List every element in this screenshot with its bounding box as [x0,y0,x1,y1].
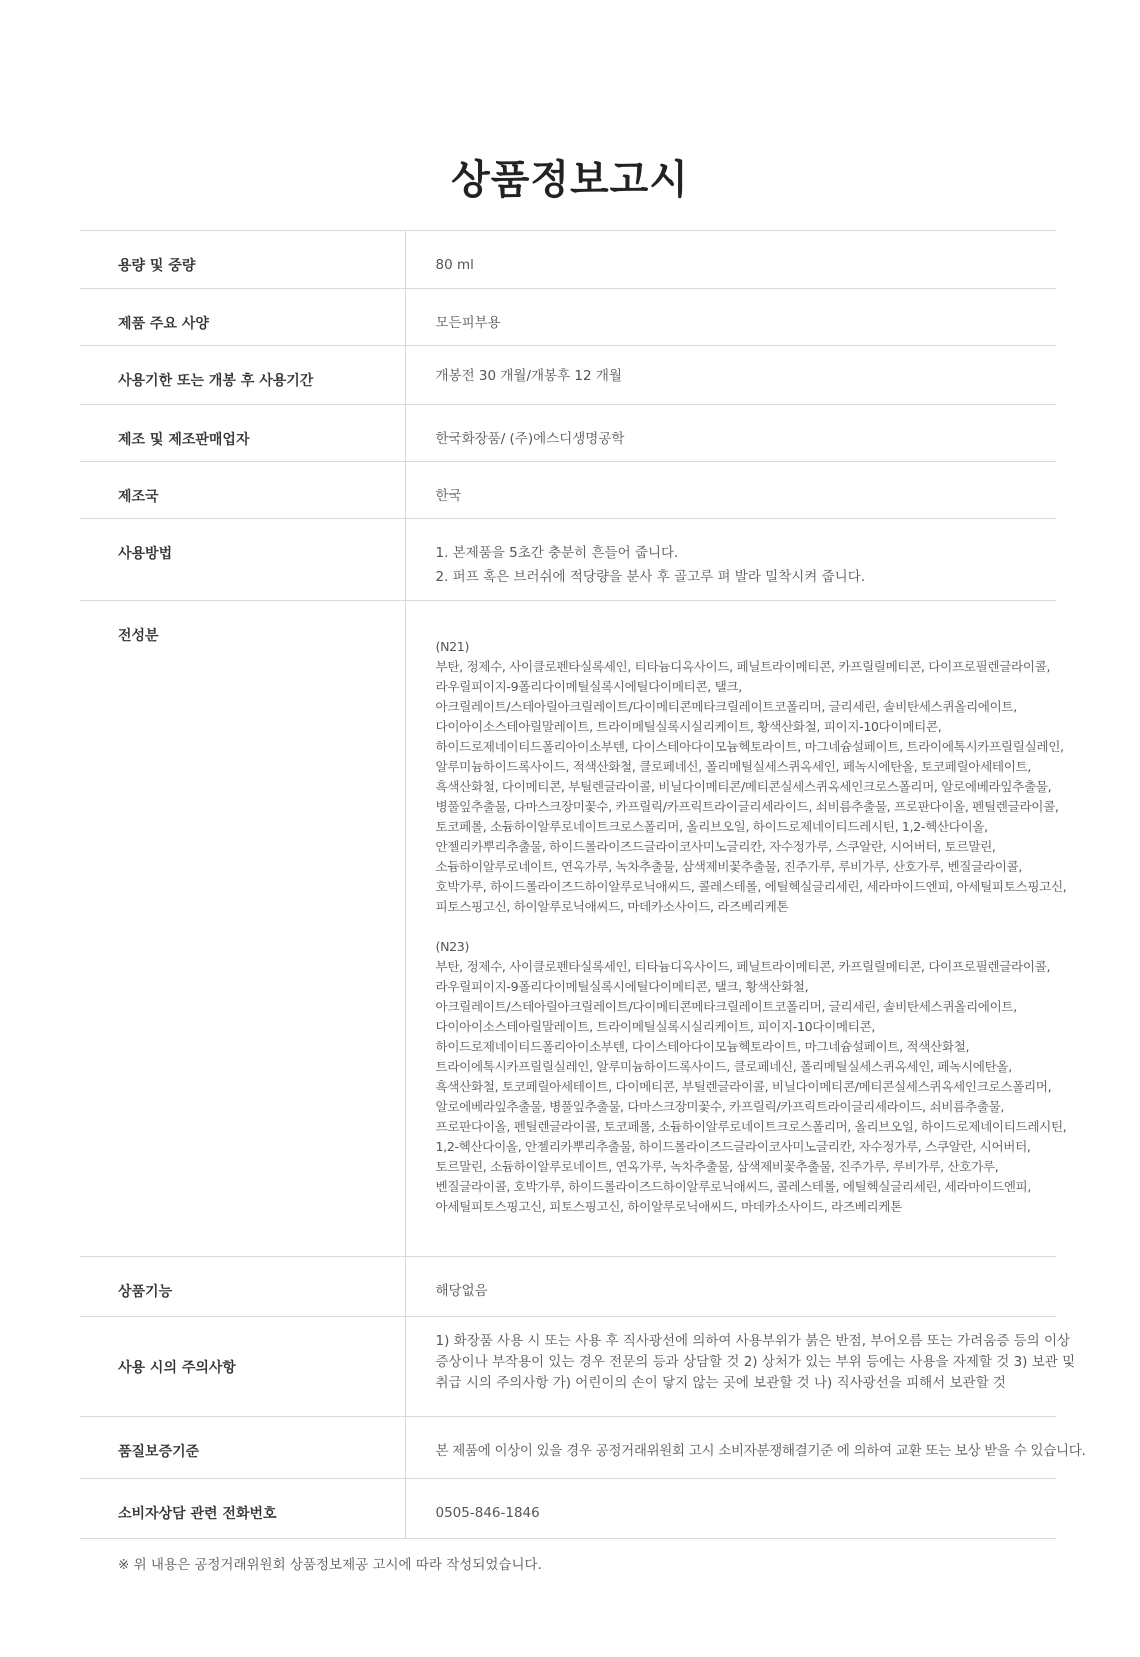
row-label: 상품기능 [80,1257,405,1317]
row-value: 본 제품에 이상이 있을 경우 공정거래위원회 고시 소비자분쟁해결기준 에 의하여 교환 또는 보상 받을 수 있습니다. [405,1417,1056,1479]
ingredient-line: 부탄, 정제수, 사이클로펜타실록세인, 티타늄디옥사이드, 페닐트라이메티콘, 카프릴릴메티콘, 다이프로필렌글라이콜, [435,959,1051,974]
caution-line: 취급 시의 주의사항 가) 어린이의 손이 닿지 않는 곳에 보관할 것 나) 직사광선을 피해서 보관할 것 [435,1375,1006,1391]
row-country [80,462,1056,519]
row-value: 개봉전 30 개월/개봉후 12 개월 [405,346,1056,405]
row-ingredients [80,601,1056,1257]
ingredient-line: 아세틸피토스핑고신, 피토스핑고신, 하이알루로닉애씨드, 마데카소사이드, 라즈베리케톤 [435,1199,902,1214]
ingredient-line: 소듐하이알루로네이트, 연옥가루, 녹차추출물, 삼색제비꽃추출물, 진주가루, 루비가루, 산호가루, 벤질글라이콜, [435,859,1022,874]
row-label: 소비자상담 관련 전화번호 [80,1479,405,1539]
ingredient-line: 하이드로제네이티드폴리아이소부텐, 다이스테아다이모늄헥토라이트, 마그네슘설페이트, 적색산화철, [435,1039,970,1054]
row-value [405,519,1056,601]
row-label: 전성분 [80,601,405,1257]
ingredient-line: 토코페롤, 소듐하이알루로네이트크로스폴리머, 올리브오일, 하이드로제네이티드레시틴, 1,2-헥산다이올, [435,819,988,834]
ingredients-value [405,601,1067,1257]
ingredient-line: 피토스핑고신, 하이알루로닉애씨드, 마데카소사이드, 라즈베리케톤 [435,899,789,914]
ingredient-line: 병풀잎추출물, 다마스크장미꽃수, 카프릴릭/카프릭트라이글리세라이드, 쇠비름추출물, 프로판다이올, 펜틸렌글라이콜, [435,799,1059,814]
row-expiry [80,346,1056,405]
row-label: 품질보증기준 [80,1417,405,1479]
ingredient-line: 부탄, 정제수, 사이클로펜타실록세인, 티타늄디옥사이드, 페닐트라이메티콘, 카프릴릴메티콘, 다이프로필렌글라이콜, [435,659,1051,674]
row-label: 용량 및 중량 [80,231,405,289]
row-value: 해당없음 [405,1257,1056,1317]
page-title: 상품정보고시 [451,157,689,203]
row-usage [80,519,1056,601]
ingredient-line: 토르말린, 소듐하이알루로네이트, 연옥가루, 녹차추출물, 삼색제비꽃추출물, 진주가루, 루비가루, 산호가루, [435,1159,999,1174]
ingredient-line: 알로에베라잎추출물, 병풀잎추출물, 다마스크장미꽃수, 카프릴릭/카프릭트라이글리세라이드, 쇠비름추출물, [435,1099,1004,1114]
ingredient-line: 알루미늄하이드록사이드, 적색산화철, 클로페네신, 폴리메틸실세스퀴옥세인, 페녹시에탄올, 토코페릴아세테이트, [435,759,1032,774]
row-value: 80 ml [405,231,1056,289]
ingredient-line: 다이아이소스테아릴말레이트, 트라이메틸실록시실리케이트, 피이지-10다이메티콘, [435,1019,876,1034]
ingredient-line: 아크릴레이트/스테아릴아크릴레이트/다이메티콘메타크릴레이트코폴리머, 글리세린, 솔비탄세스퀴올리에이트, [435,999,1017,1014]
row-value [405,1317,1076,1417]
ingredients-n21 [435,637,1067,917]
row-value: 한국 [405,462,1056,519]
ingredient-line: 아크릴레이트/스테아릴아크릴레이트/다이메티콘메타크릴레이트코폴리머, 글리세린, 솔비탄세스퀴올리에이트, [435,699,1017,714]
caution-line: 1) 화장품 사용 시 또는 사용 후 직사광선에 의하여 사용부위가 붉은 반점, 부어오름 또는 가려움증 등의 이상 [435,1333,1071,1349]
row-function [80,1257,1056,1317]
usage-line: 2. 퍼프 혹은 브러쉬에 적당량을 분사 후 골고루 펴 발라 밀착시켜 줍니다. [435,569,866,585]
product-info-table [80,230,1086,1539]
row-label: 사용 시의 주의사항 [80,1317,405,1417]
row-quality [80,1417,1056,1479]
ingredient-line: 흑색산화철, 토코페릴아세테이트, 다이메티콘, 부틸렌글라이콜, 비닐다이메티콘/메티콘실세스퀴옥세인크로스폴리머, [435,1079,1052,1094]
ingredient-line: 하이드로제네이티드폴리아이소부텐, 다이스테아다이모늄헥토라이트, 마그네슘설페이트, 트라이에톡시카프릴릴실레인, [435,739,1064,754]
ingredient-line: 프로판다이올, 펜틸렌글라이콜, 토코페롤, 소듐하이알루로네이트크로스폴리머, 올리브오일, 하이드로제네이티드레시틴, [435,1119,1067,1134]
row-contact [80,1479,1056,1539]
row-capacity [80,231,1056,289]
ingredient-line: 라우릴피이지-9폴리다이메틸실록시에틸다이메티콘, 탤크, 황색산화철, [435,979,809,994]
row-label: 제조국 [80,462,405,519]
row-manufacturer [80,405,1056,462]
usage-line: 1. 본제품을 5초간 충분히 흔들어 줍니다. [435,545,679,561]
row-value: 한국화장품/ (주)에스디생명공학 [405,405,1056,462]
ingredient-line: 다이아이소스테아릴말레이트, 트라이메틸실록시실리케이트, 황색산화철, 피이지-10다이메티콘, [435,719,942,734]
row-value: 0505-846-1846 [405,1479,1056,1539]
row-caution [80,1317,1056,1417]
row-label: 사용방법 [80,519,405,601]
ingredients-n23 [435,937,1067,1217]
ingredient-line: 안젤리카뿌리추출물, 하이드롤라이즈드글라이코사미노글리칸, 자수정가루, 스쿠알란, 시어버터, 토르말린, [435,839,996,854]
row-label: 제조 및 제조판매업자 [80,405,405,462]
footnote: ※ 위 내용은 공정거래위원회 상품정보제공 고시에 따라 작성되었습니다. [118,1557,542,1573]
ingredient-line: 라우릴피이지-9폴리다이메틸실록시에틸다이메티콘, 탤크, [435,679,742,694]
ingredient-line: (N21) [435,639,470,654]
ingredient-line: 호박가루, 하이드롤라이즈드하이알루로닉애씨드, 콜레스테롤, 에틸헥실글리세린, 세라마이드엔피, 아세틸피토스핑고신, [435,879,1067,894]
ingredient-line: (N23) [435,939,470,954]
ingredient-line: 1,2-헥산다이올, 안젤리카뿌리추출물, 하이드롤라이즈드글라이코사미노글리칸, 자수정가루, 스쿠알란, 시어버터, [435,1139,1031,1154]
ingredient-line: 벤질글라이콜, 호박가루, 하이드롤라이즈드하이알루로닉애씨드, 콜레스테롤, 에틸헥실글리세린, 세라마이드엔피, [435,1179,1032,1194]
row-label: 사용기한 또는 개봉 후 사용기간 [80,346,405,405]
row-label: 제품 주요 사양 [80,289,405,346]
row-value: 모든피부용 [405,289,1056,346]
caution-line: 증상이나 부작용이 있는 경우 전문의 등과 상담할 것 2) 상처가 있는 부위 등에는 사용을 자제할 것 3) 보관 및 [435,1354,1076,1370]
ingredient-line: 흑색산화철, 다이메티콘, 부틸렌글라이콜, 비닐다이메티콘/메티콘실세스퀴옥세인크로스폴리머, 알로에베라잎추출물, [435,779,1052,794]
row-spec [80,289,1056,346]
ingredient-line: 트라이에톡시카프릴릴실레인, 알루미늄하이드록사이드, 클로페네신, 폴리메틸실세스퀴옥세인, 페녹시에탄올, [435,1059,1012,1074]
